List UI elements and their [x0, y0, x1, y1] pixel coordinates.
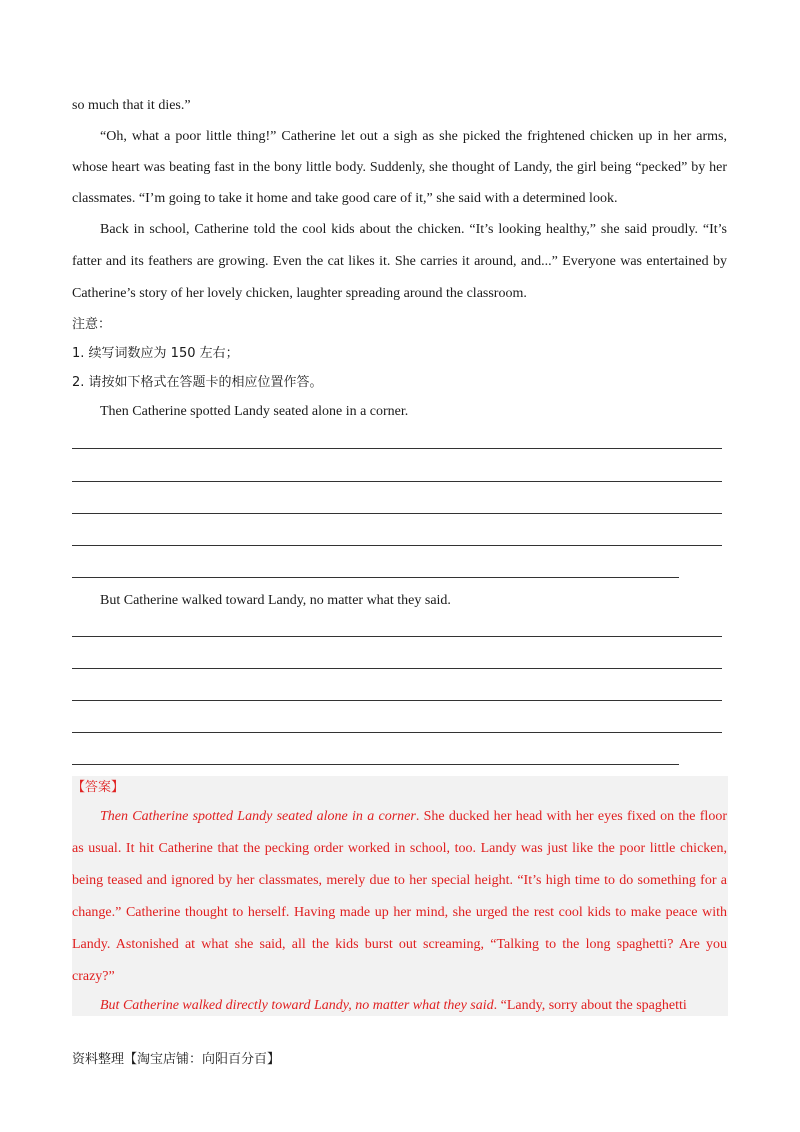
answer-label: 【答案】 [72, 780, 125, 795]
notes-item: 1. 续写词数应为 150 左右； [72, 346, 239, 361]
answer-line: as usual. It hit Catherine that the pecking order worked in school, too. Landy was just like the poor little chicken, [72, 841, 727, 856]
story-line: Back in school, Catherine told the cool kids about the chicken. “It’s looking healthy,” she said proudly. “It’s [100, 222, 727, 237]
writing-line [72, 577, 679, 578]
story-line: fatter and its feathers are growing. Even the cat likes it. She carries it around, and...” Everyone was entertained by [72, 254, 727, 269]
story-line: Catherine’s story of her lovely chicken, laughter spreading around the classroom. [72, 286, 527, 301]
page-footer: 资料整理【淘宝店铺：向阳百分百】 [72, 1052, 281, 1067]
writing-line [72, 700, 722, 701]
answer-text: . She ducked her head with her eyes fixed on the floor [415, 809, 727, 824]
writing-prompt: But Catherine walked toward Landy, no matter what they said. [100, 593, 451, 608]
writing-line [72, 448, 722, 449]
story-line: whose heart was beating fast in the bony little body. Suddenly, she thought of Landy, the girl being “pecked” by her [72, 160, 727, 175]
answer-prompt-italic: But Catherine walked directly toward Landy, no matter what they said [100, 998, 494, 1013]
writing-line [72, 545, 722, 546]
story-line: “Oh, what a poor little thing!” Catherine let out a sigh as she picked the frightened chicken up in her arms, [100, 129, 727, 144]
writing-line [72, 481, 722, 482]
story-line: so much that it dies.” [72, 98, 191, 113]
writing-line [72, 764, 679, 765]
answer-line [100, 807, 727, 827]
notes-label: 注意： [72, 317, 112, 332]
answer-line [100, 996, 727, 1016]
writing-line [72, 513, 722, 514]
writing-line [72, 732, 722, 733]
answer-line: being teased and ignored by her classmates, merely due to her special height. “It’s high time to do something for a [72, 873, 727, 888]
answer-text: . “Landy, sorry about the spaghetti [493, 998, 687, 1013]
answer-line: crazy?” [72, 969, 115, 984]
answer-line: Landy. Astonished at what she said, all the kids burst out screaming, “Talking to the long spaghetti? Are you [72, 937, 727, 952]
notes-item: 2. 请按如下格式在答题卡的相应位置作答。 [72, 375, 323, 390]
story-line: classmates. “I’m going to take it home and take good care of it,” she said with a determined look. [72, 191, 618, 206]
writing-line [72, 636, 722, 637]
answer-line: change.” Catherine thought to herself. Having made up her mind, she urged the rest cool kids to make peace with [72, 905, 727, 920]
writing-prompt: Then Catherine spotted Landy seated alone in a corner. [100, 404, 409, 419]
writing-line [72, 668, 722, 669]
answer-prompt-italic: Then Catherine spotted Landy seated alone in a corner [100, 809, 416, 824]
